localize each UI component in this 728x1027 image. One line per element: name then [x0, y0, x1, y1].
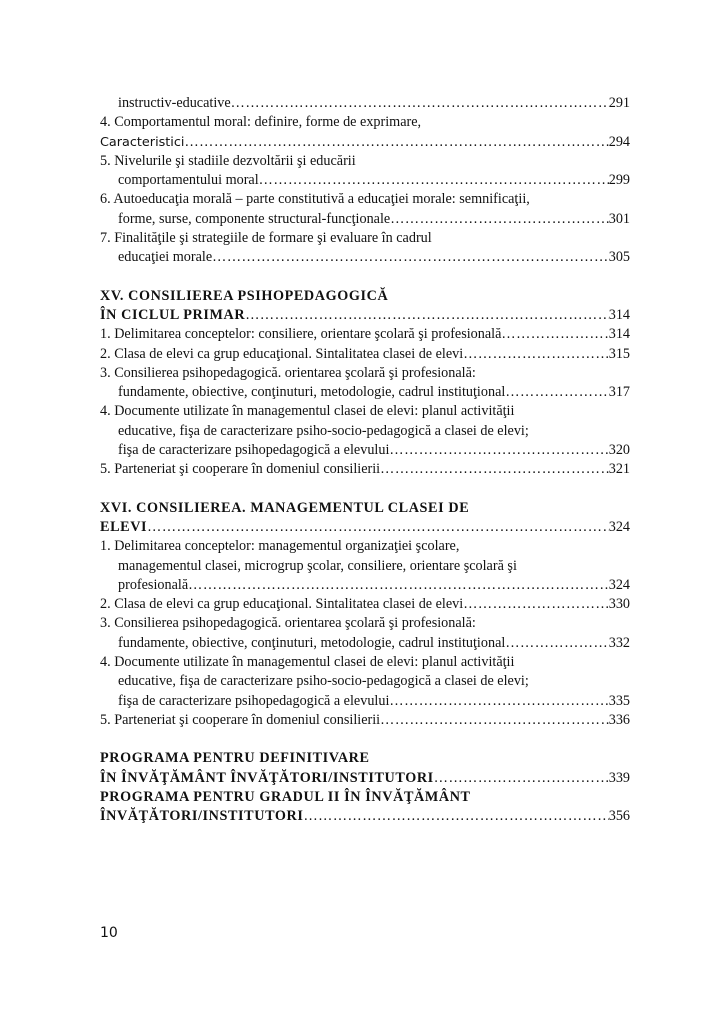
- toc-entry-title: managementul clasei, microgrup şcolar, consiliere, orientare şcolară şi: [118, 557, 517, 574]
- toc-entry: [100, 383, 630, 402]
- toc-entry-title: educative, fişa de caracterizare psiho-socio-pedagogică a clasei de elevi;: [118, 422, 529, 439]
- toc-entry: [100, 634, 630, 653]
- toc-entry: [100, 769, 630, 788]
- section-heading: XVI. CONSILIEREA. MANAGEMENTUL CLASEI DE: [100, 499, 470, 516]
- toc-entry: [100, 133, 630, 152]
- toc-entry: [100, 692, 630, 711]
- toc-entry-title: Caracteristici: [100, 134, 185, 150]
- toc-entry-title: 5. Nivelurile şi stadiile dezvoltării şi educării: [100, 152, 356, 169]
- toc-entry-page: 291: [608, 95, 630, 111]
- toc-entry: [100, 711, 630, 730]
- toc-entry-title: fundamente, obiective, conţinuturi, metodologie, cadrul instituţional: [118, 634, 506, 651]
- toc-entry-page: 356: [608, 808, 630, 825]
- section-heading: PROGRAMA PENTRU DEFINITIVARE: [100, 750, 370, 767]
- section-heading: ÎNVĂŢĂTORI/INSTITUTORI: [100, 808, 304, 825]
- toc-entry-title: educaţiei morale: [118, 249, 213, 266]
- toc-entry-title: comportamentului moral: [118, 172, 259, 189]
- toc-entry: [100, 441, 630, 460]
- toc-entry: [100, 325, 630, 344]
- toc-entry-title: 1. Delimitarea conceptelor: managementul organizaţiei şcolare,: [100, 538, 460, 555]
- toc-entry: [100, 248, 630, 267]
- table-of-contents: [100, 94, 630, 826]
- toc-entry-page: 336: [608, 711, 630, 728]
- toc-entry-page: 314: [608, 306, 630, 323]
- section-heading: ÎN CICLUL PRIMAR: [100, 306, 246, 323]
- toc-entry-title: profesională: [118, 576, 189, 593]
- toc-entry: [100, 576, 630, 595]
- toc-entry-title: 5. Parteneriat şi cooperare în domeniul consilierii: [100, 461, 381, 478]
- toc-entry-title: 7. Finalităţile şi strategiile de formare şi evaluare în cadrul: [100, 230, 432, 247]
- toc-entry-title: 2. Clasa de elevi ca grup educaţional. Sintalitatea clasei de elevi: [100, 596, 464, 613]
- toc-entry: [100, 94, 630, 113]
- toc-entry-page: 317: [608, 384, 630, 401]
- toc-entry-title: 3. Consilierea psihopedagogică. orientarea şcolară şi profesională:: [100, 615, 476, 632]
- toc-entry-page: 305: [608, 249, 630, 266]
- toc-entry-title: fişa de caracterizare psihopedagogică a elevului: [118, 692, 390, 709]
- toc-entry: [100, 807, 630, 826]
- section-heading: ELEVI: [100, 518, 148, 535]
- toc-entry: [100, 518, 630, 537]
- toc-entry-page: 330: [608, 596, 630, 613]
- toc-entry-title: 4. Comportamentul moral: definire, forme de exprimare,: [100, 114, 422, 131]
- toc-entry: [100, 595, 630, 614]
- toc-entry-page: 320: [608, 442, 630, 459]
- toc-entry-page: 335: [608, 692, 630, 709]
- toc-entry-page: 294: [608, 133, 630, 150]
- section-heading: PROGRAMA PENTRU GRADUL II ÎN ÎNVĂŢĂMÂNT: [100, 788, 471, 805]
- toc-entry-title: 5. Parteneriat şi cooperare în domeniul consilierii: [100, 711, 381, 728]
- toc-entry: [100, 306, 630, 325]
- section-heading: XV. CONSILIEREA PSIHOPEDAGOGICĂ: [100, 287, 389, 304]
- page-number: 10: [100, 925, 118, 941]
- toc-entry-title: 6. Autoeducaţia morală – parte constitutivă a educaţiei morale: semnificaţii,: [100, 191, 530, 208]
- toc-entry-title: 4. Documente utilizate în managementul clasei de elevi: planul activităţii: [100, 654, 515, 671]
- toc-entry-title: educative, fişa de caracterizare psiho-socio-pedagogică a clasei de elevi;: [118, 673, 529, 690]
- toc-entry: [100, 460, 630, 479]
- section-heading: ÎN ÎNVĂŢĂMÂNT ÎNVĂŢĂTORI/INSTITUTORI: [100, 769, 434, 786]
- toc-entry: [100, 210, 630, 229]
- toc-entry: [100, 171, 630, 190]
- toc-entry-title: 4. Documente utilizate în managementul clasei de elevi: planul activităţii: [100, 403, 515, 420]
- toc-entry-title: 3. Consilierea psihopedagogică. orientarea şcolară şi profesională:: [100, 364, 476, 381]
- toc-entry-title: 1. Delimitarea conceptelor: consiliere, orientare şcolară şi profesională: [100, 326, 502, 343]
- toc-entry-title: instructiv-educative: [118, 95, 231, 111]
- toc-entry-page: 321: [608, 461, 630, 478]
- toc-entry-page: 299: [608, 172, 630, 189]
- toc-entry-page: 332: [608, 634, 630, 651]
- toc-entry-page: 301: [608, 210, 630, 227]
- toc-entry: [100, 345, 630, 364]
- toc-entry-title: fişa de caracterizare psihopedagogică a elevului: [118, 442, 390, 459]
- toc-entry-page: 324: [608, 576, 630, 593]
- toc-entry-page: 315: [608, 345, 630, 362]
- toc-entry-title: fundamente, obiective, conţinuturi, metodologie, cadrul instituţional: [118, 384, 506, 401]
- toc-entry-page: 324: [608, 518, 630, 535]
- toc-entry-page: 339: [608, 769, 630, 786]
- toc-entry-page: 314: [608, 326, 630, 343]
- toc-entry-title: forme, surse, componente structural-funcţionale: [118, 210, 391, 227]
- toc-entry-title: 2. Clasa de elevi ca grup educaţional. Sintalitatea clasei de elevi: [100, 345, 464, 362]
